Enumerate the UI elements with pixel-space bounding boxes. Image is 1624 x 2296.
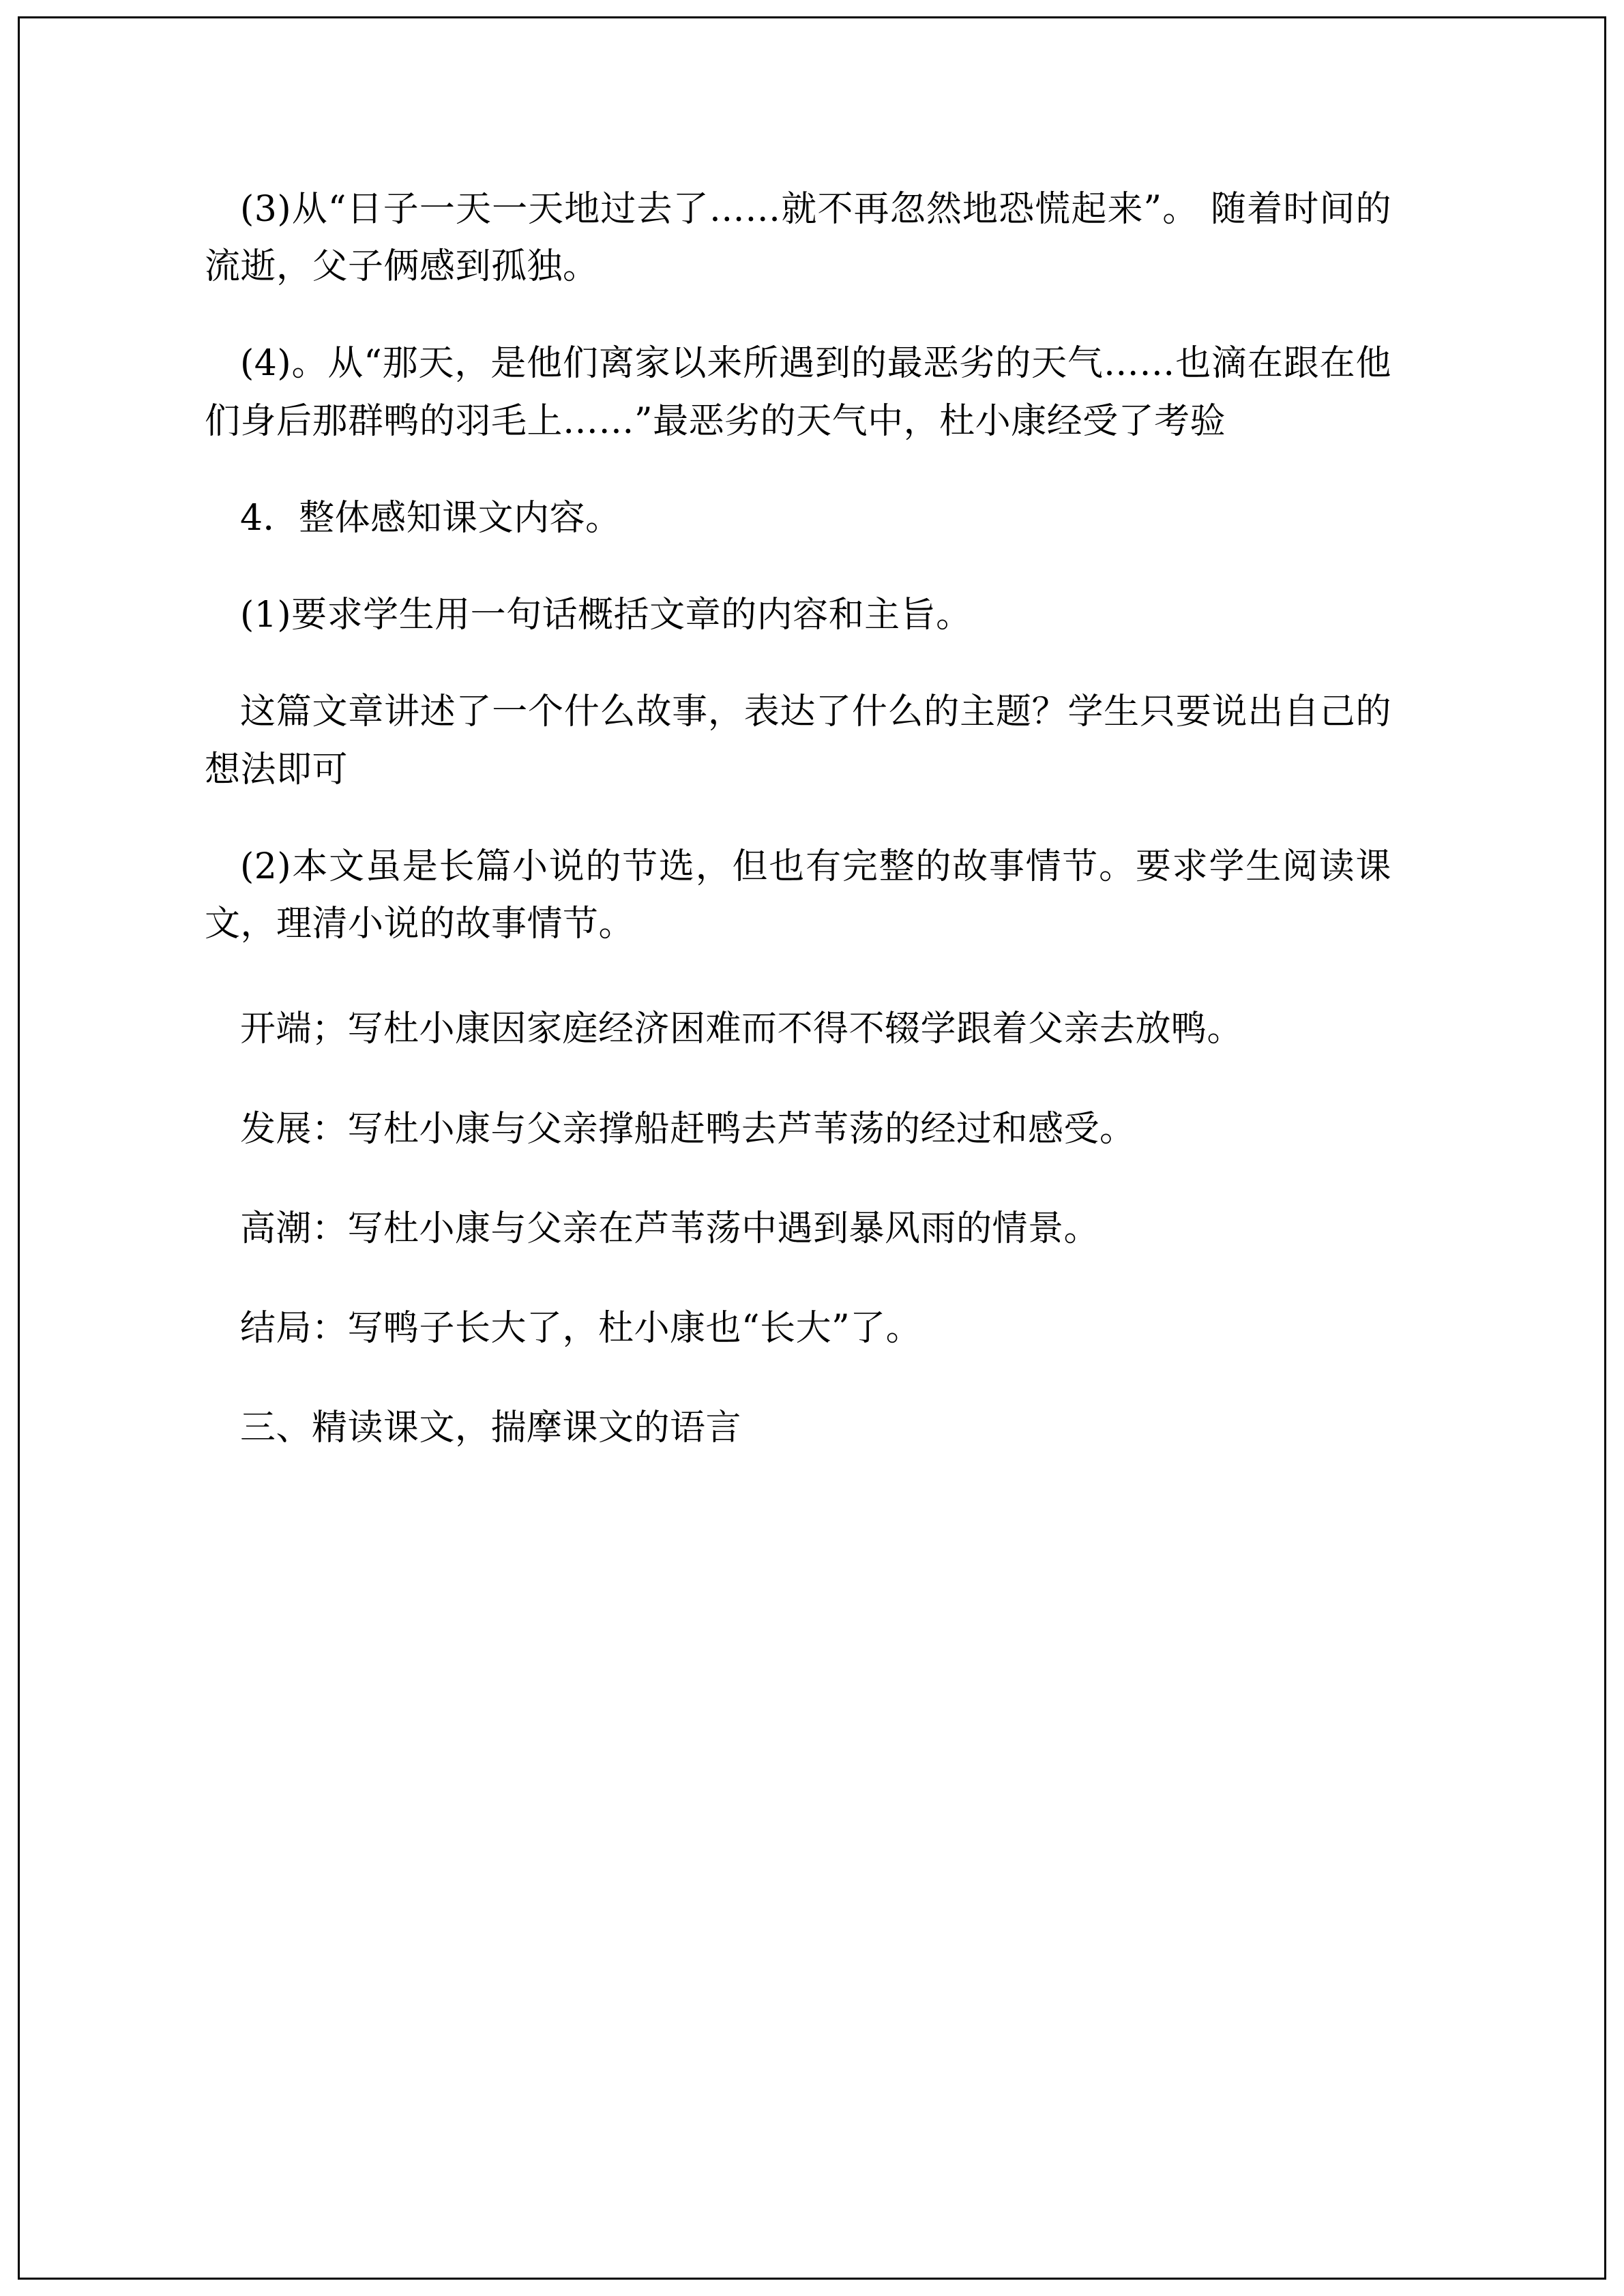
paragraph-item-4-2: (2)本文虽是长篇小说的节选，但也有完整的故事情节。要求学生阅读课文，理清小说的故事情节。 [205,846,1391,945]
heading-section-4: 4．整体感知课文内容。 [240,497,621,539]
paragraph-plot-beginning: 开端；写杜小康因家庭经济困难而不得不辍学跟着父亲去放鸭。 [240,1009,1243,1050]
paragraph-plot-development: 发展：写杜小康与父亲撑船赶鸭去芦苇荡的经过和感受。 [240,1108,1136,1150]
heading-section-3: 三、精读课文，揣摩课文的语言 [240,1407,742,1449]
paragraph-item-3: (3)从“日子一天一天地过去了……就不再忽然地恐慌起来”。 随着时间的流逝，父子俩感到孤独。 [205,189,1391,288]
paragraph-item-4: (4)。从“那天，是他们离家以来所遇到的最恶劣的天气……也滴在跟在他们身后那群鸭的羽毛上……”最恶劣的天气中，杜小康经受了考验 [205,343,1391,442]
document-body [205,181,1391,1489]
paragraph-plot-ending: 结局：写鸭子长大了，杜小康也“长大”了。 [240,1308,922,1350]
paragraph-plot-climax: 高潮：写杜小康与父亲在芦苇荡中遇到暴风雨的情景。 [240,1208,1100,1249]
paragraph-item-4-1-detail: 这篇文章讲述了一个什么故事，表达了什么的主题？学生只要说出自己的想法即可 [205,691,1391,790]
paragraph-item-4-1: (1)要求学生用一句话概括文章的内容和主旨。 [240,595,972,636]
